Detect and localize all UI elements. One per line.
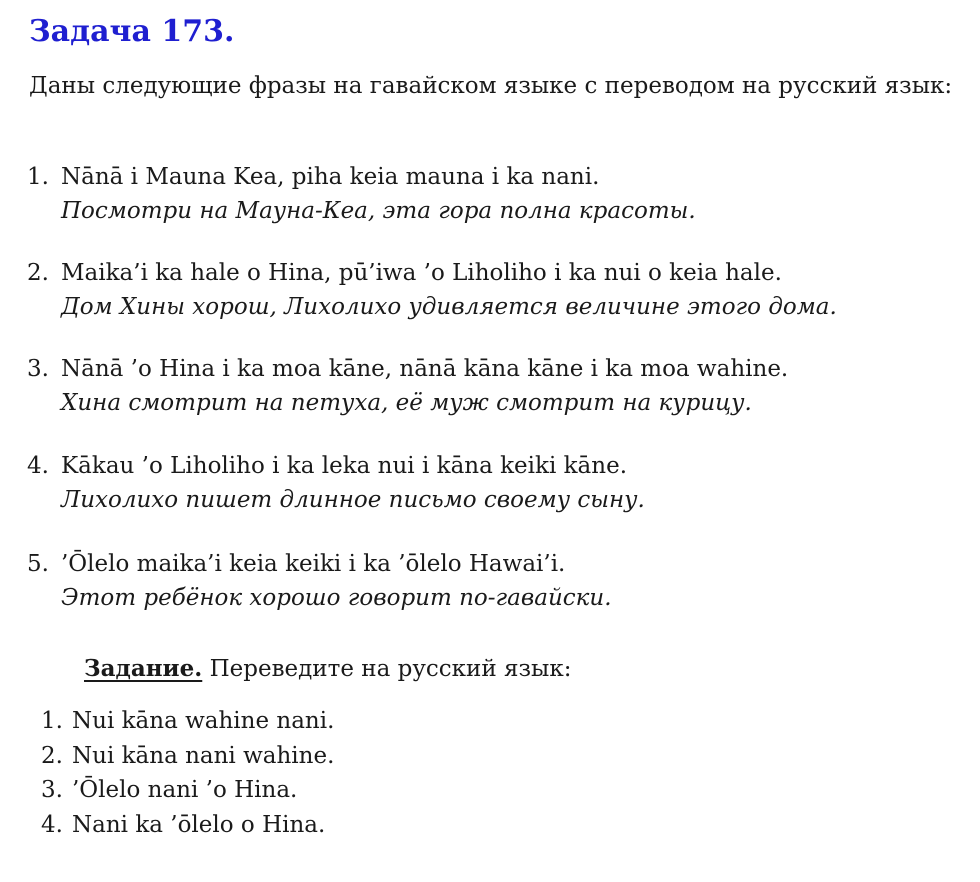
task-phrase: Nani ka ’ōlelo o Hina. — [72, 811, 326, 838]
task-item — [41, 739, 334, 774]
task-phrase: ’Ōlelo nani ’o Hina. — [72, 777, 298, 803]
intro-text: Даны следующие фразы на гавайском языке с переводом на русский язык: — [29, 73, 953, 99]
hawaiian-phrase: Kākau ’o Liholiho i ka leka nui i kāna keiki kāne. — [61, 453, 628, 479]
hawaiian-phrase: Maika’i ka hale o Hina, pū’iwa ’o Liholiho i ka nui o keia hale. — [61, 260, 782, 286]
task-phrase: Nui kāna nani wahine. — [72, 742, 335, 769]
task-number: 2. — [41, 742, 63, 769]
example-number: 4. — [27, 453, 49, 479]
task-heading — [84, 652, 571, 686]
example-item — [27, 547, 947, 615]
russian-translation: Этот ребёнок хорошо говорит по-гавайски. — [61, 585, 612, 611]
hawaiian-phrase: Nānā i Mauna Kea, piha keia mauna i ka nani. — [61, 164, 600, 190]
example-item — [27, 352, 947, 420]
hawaiian-phrase: Nānā ’o Hina i ka moa kāne, nānā kāna kāne i ka moa wahine. — [61, 356, 789, 382]
task-item — [41, 808, 334, 843]
example-number: 2. — [27, 260, 49, 286]
russian-translation: Посмотри на Мауна-Кеа, эта гора полна красоты. — [61, 198, 696, 224]
task-label: Задание. — [84, 655, 203, 682]
example-item — [27, 160, 947, 228]
problem-title: Задача 173. — [29, 14, 235, 49]
task-list — [41, 704, 334, 842]
task-number: 1. — [41, 708, 63, 734]
task-phrase: Nui kāna wahine nani. — [72, 708, 335, 734]
russian-translation: Лихолихо пишет длинное письмо своему сыну. — [61, 487, 645, 513]
task-number: 3. — [41, 777, 63, 803]
example-item — [27, 449, 947, 517]
russian-translation: Дом Хины хорош, Лихолихо удивляется величине этого дома. — [61, 294, 837, 320]
hawaiian-phrase: ’Ōlelo maika’i keia keiki i ka ’ōlelo Hawai’i. — [61, 551, 566, 577]
task-item — [41, 773, 334, 808]
example-number: 1. — [27, 164, 49, 190]
example-item — [27, 256, 947, 324]
task-instruction: Переведите на русский язык: — [209, 656, 572, 682]
task-item — [41, 704, 334, 739]
task-number: 4. — [41, 811, 63, 838]
russian-translation: Хина смотрит на петуха, её муж смотрит на курицу. — [61, 390, 752, 416]
example-number: 5. — [27, 551, 49, 577]
example-number: 3. — [27, 356, 49, 382]
